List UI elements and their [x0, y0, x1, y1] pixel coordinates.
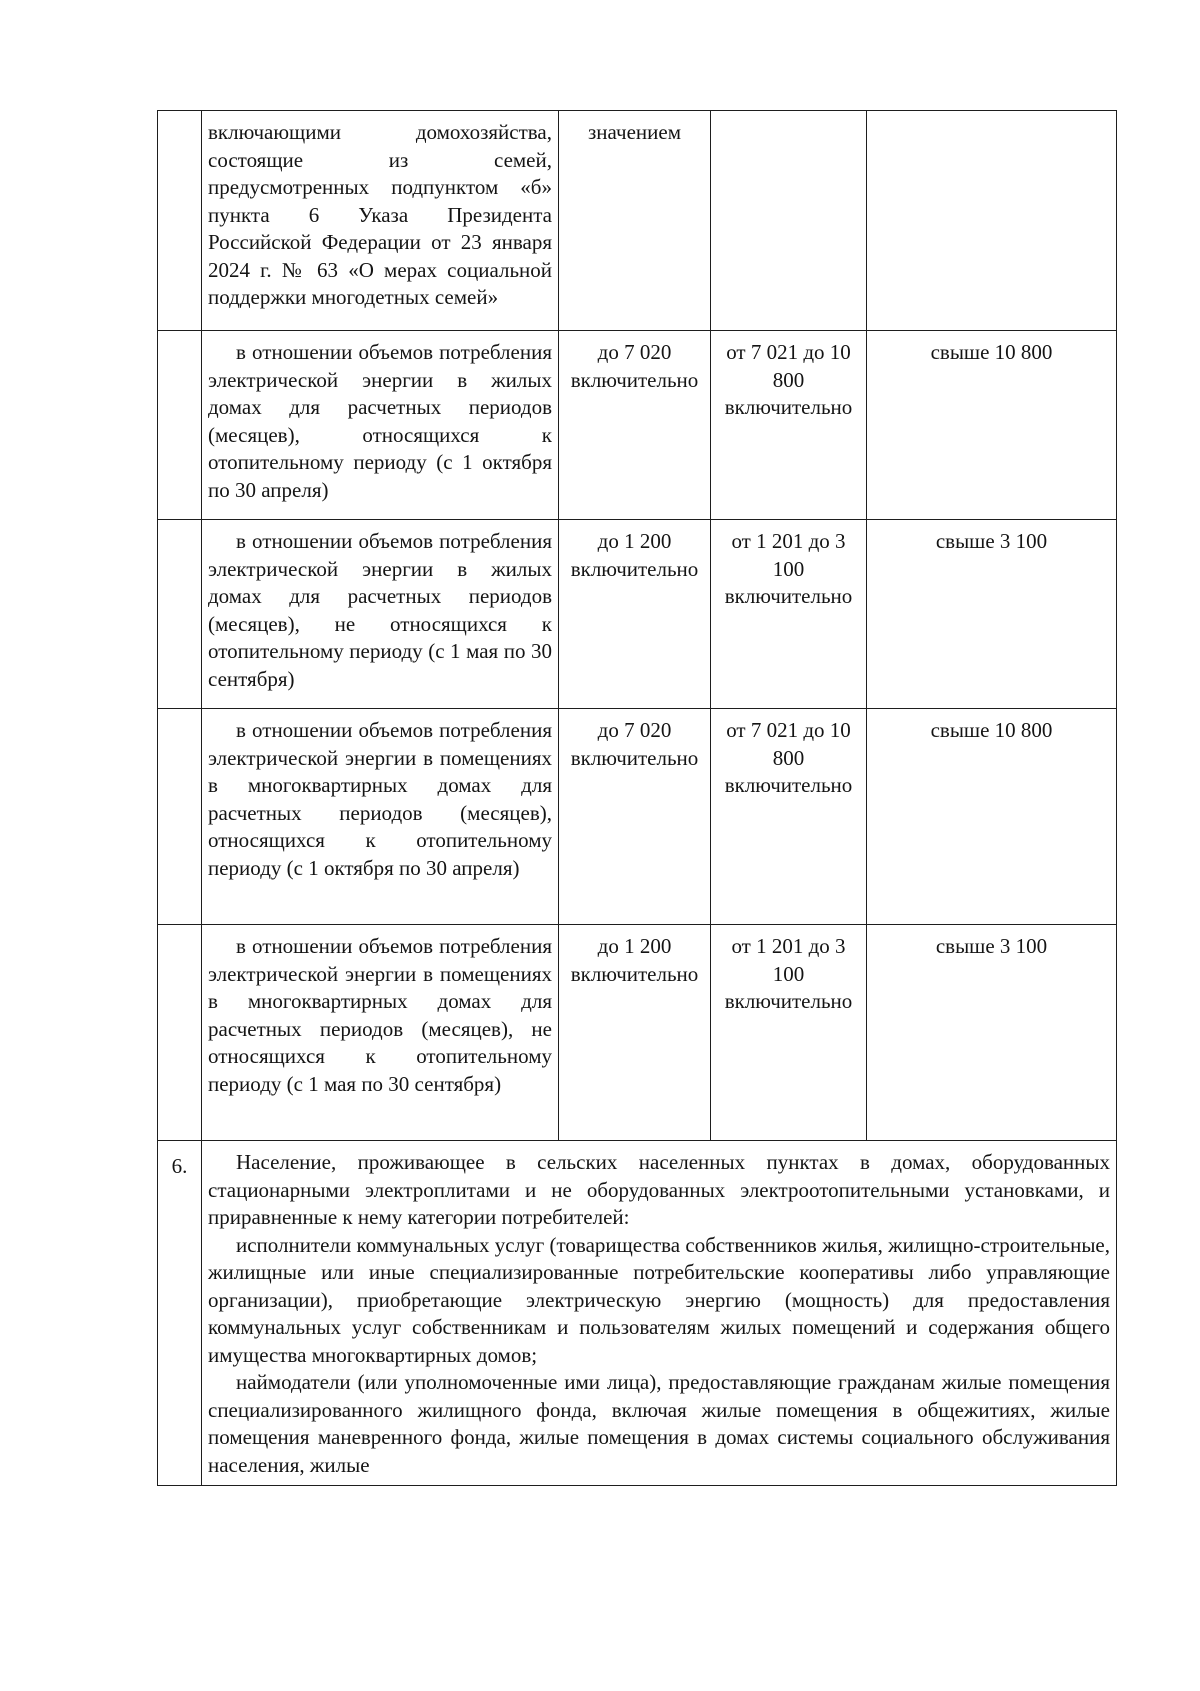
value-cell-1: до 1 200 включительно — [559, 925, 711, 1141]
description-cell — [202, 520, 559, 709]
row-number-cell — [158, 925, 202, 1141]
row-number-cell — [158, 331, 202, 520]
value-cell-2: от 7 021 до 10 800 включительно — [711, 709, 867, 925]
table-row — [158, 520, 1117, 709]
value-cell-3: свыше 3 100 — [867, 925, 1117, 1141]
value-cell-2 — [711, 111, 867, 331]
value-cell-3: свыше 10 800 — [867, 331, 1117, 520]
row-number-cell: 6. — [158, 1141, 202, 1486]
value-cell-3 — [867, 111, 1117, 331]
description-text: в отношении объемов потребления электрической энергии в помещениях в многоквартирных домах для расчетных периодов (месяцев), относящихся к отопительному периоду (с 1 октября по 30 апреля) — [208, 718, 552, 880]
description-text: включающими домохозяйства, состоящие из семей, предусмотренных подпунктом «б» пункта 6 Указа Президента Российской Федерации от 23 января 2024 г. № 63 «О мерах социальной поддержки многодетных семей» — [208, 120, 552, 309]
row-number-cell — [158, 111, 202, 331]
table-row — [158, 331, 1117, 520]
table-row — [158, 925, 1117, 1141]
value-cell-1: до 7 020 включительно — [559, 331, 711, 520]
value-cell-1: значением — [559, 111, 711, 331]
value-cell-2: от 1 201 до 3 100 включительно — [711, 520, 867, 709]
description-text: в отношении объемов потребления электрической энергии в помещениях в многоквартирных домах для расчетных периодов (месяцев), не относящихся к отопительному периоду (с 1 мая по 30 сентября) — [208, 934, 552, 1096]
tariff-table — [157, 110, 1117, 1486]
value-cell-2: от 1 201 до 3 100 включительно — [711, 925, 867, 1141]
table-row-section-6 — [158, 1141, 1117, 1486]
table-row-continued — [158, 111, 1117, 331]
row-number-cell — [158, 520, 202, 709]
value-cell-3: свыше 3 100 — [867, 520, 1117, 709]
value-cell-3: свыше 10 800 — [867, 709, 1117, 925]
value-cell-2: от 7 021 до 10 800 включительно — [711, 331, 867, 520]
section-6-paragraph: исполнители коммунальных услуг (товарищества собственников жилья, жилищно-строительные, жилищные или иные специализированные потребительские кооперативы либо управляющие организации), приобретающие электрическую энергию (мощность) для предоставления коммунальных услуг собственникам и пользователям жилых помещений и содержания общего имущества многоквартирных домов; — [208, 1232, 1110, 1367]
section-6-paragraph: Население, проживающее в сельских населенных пунктах в домах, оборудованных стационарными электроплитами и не оборудованных электроотопительными установками, и приравненные к нему категории потребителей: — [208, 1150, 1110, 1229]
description-text: в отношении объемов потребления электрической энергии в жилых домах для расчетных периодов (месяцев), не относящихся к отопительному периоду (с 1 мая по 30 сентября) — [208, 529, 552, 691]
section-6-paragraph: наймодатели (или уполномоченные ими лица), предоставляющие гражданам жилые помещения специализированного жилищного фонда, включая жилые помещения в общежитиях, жилые помещения маневренного фонда, жилые помещения в домах системы социального обслуживания населения, жилые — [208, 1370, 1110, 1477]
section-6-text-cell — [202, 1141, 1117, 1486]
row-number-cell — [158, 709, 202, 925]
table-row — [158, 709, 1117, 925]
description-cell — [202, 111, 559, 331]
value-cell-1: до 7 020 включительно — [559, 709, 711, 925]
description-cell — [202, 331, 559, 520]
value-cell-1: до 1 200 включительно — [559, 520, 711, 709]
description-cell — [202, 925, 559, 1141]
description-text: в отношении объемов потребления электрической энергии в жилых домах для расчетных периодов (месяцев), относящихся к отопительному периоду (с 1 октября по 30 апреля) — [208, 340, 552, 502]
description-cell — [202, 709, 559, 925]
